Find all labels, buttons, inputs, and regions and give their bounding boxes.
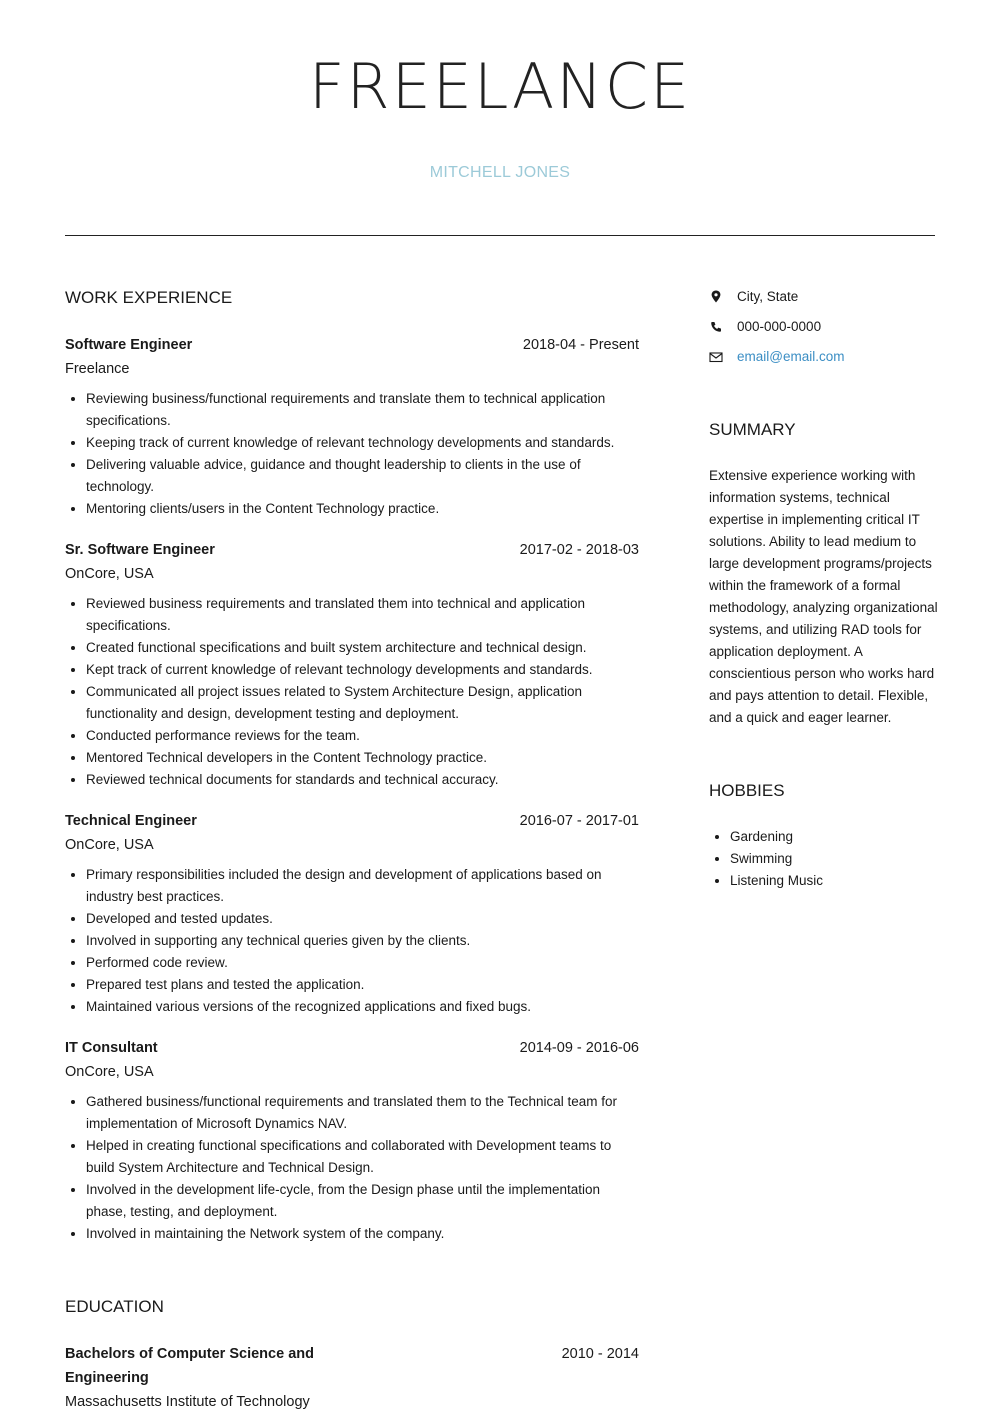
job-company: OnCore, USA	[65, 1064, 154, 1080]
list-item: • Maintained various versions of the recognized applications and fixed bugs.	[86, 996, 639, 1018]
job-date: 2017-02 - 2018-03	[519, 542, 639, 558]
degree-title: Bachelors of Computer Science and Engineering	[65, 1346, 314, 1386]
resume-title: FREELANCE	[308, 50, 692, 123]
list-item: • Involved in the development life-cycle, from the Design phase until the implementation phase, testing, and deployment.	[86, 1179, 639, 1223]
job-date: 2016-07 - 2017-01	[519, 813, 639, 829]
list-item: • Conducted performance reviews for the team.	[86, 725, 639, 747]
work-experience-heading: WORK EXPERIENCE	[65, 288, 233, 307]
list-item: • Mentored Technical developers in the Content Technology practice.	[86, 747, 639, 769]
school-name: Massachusetts Institute of Technology	[65, 1394, 310, 1410]
job-duties	[65, 864, 639, 1018]
list-item: • Gardening	[730, 826, 939, 848]
list-item: • Kept track of current knowledge of relevant technology developments and standards.	[86, 659, 639, 681]
envelope-icon	[709, 349, 723, 365]
list-item: • Developed and tested updates.	[86, 908, 639, 930]
job-duties	[65, 388, 639, 520]
list-item: • Primary responsibilities included the design and development of applications based on industry best practices.	[86, 864, 639, 908]
contact-location	[709, 286, 939, 316]
list-item: • Reviewing business/functional requirements and translate them to technical application specifications.	[86, 388, 639, 432]
list-item: • Involved in maintaining the Network system of the company.	[86, 1223, 639, 1245]
job-entry	[65, 809, 639, 1018]
job-entry	[65, 1036, 639, 1245]
list-item: • Reviewed technical documents for standards and technical accuracy.	[86, 769, 639, 791]
contact-phone	[709, 316, 939, 346]
left-column	[65, 286, 639, 1414]
list-item: • Performed code review.	[86, 952, 639, 974]
job-company: Freelance	[65, 361, 130, 377]
phone-icon	[709, 319, 723, 335]
list-item: • Prepared test plans and tested the application.	[86, 974, 639, 996]
job-title: Software Engineer	[65, 337, 193, 353]
hobbies-heading: HOBBIES	[709, 781, 785, 800]
education-date: 2010 - 2014	[561, 1346, 639, 1362]
job-company: OnCore, USA	[65, 566, 154, 582]
job-entry	[65, 333, 639, 520]
list-item: • Swimming	[730, 848, 939, 870]
job-entry	[65, 538, 639, 791]
list-item: • Involved in supporting any technical queries given by the clients.	[86, 930, 639, 952]
job-date: 2018-04 - Present	[522, 337, 639, 353]
job-title: Technical Engineer	[65, 813, 197, 829]
job-title: IT Consultant	[65, 1040, 158, 1056]
list-item: • Gathered business/functional requirements and translated them to the Technical team for implementation of Microsoft Dynamics NAV.	[86, 1091, 639, 1135]
job-company: OnCore, USA	[65, 837, 154, 853]
hobbies-list	[709, 826, 939, 892]
list-item: • Keeping track of current knowledge of relevant technology developments and standards.	[86, 432, 639, 454]
candidate-name: MITCHELL JONES	[429, 164, 571, 181]
list-item: • Mentoring clients/users in the Content Technology practice.	[86, 498, 639, 520]
list-item: • Helped in creating functional specifications and collaborated with Development teams to build System Architecture and Technical Design.	[86, 1135, 639, 1179]
job-title: Sr. Software Engineer	[65, 542, 215, 558]
location-text: City, State	[737, 289, 799, 304]
summary-text: Extensive experience working with information systems, technical expertise in implementing critical IT solutions. Ability to lead medium to large development programs/projects within the framework of a formal methodology, analyzing organizational systems, and utilizing RAD tools for application deployment. A conscientious person who works hard and pays attention to detail. Flexible, and a quick and eager learner.	[709, 468, 938, 725]
list-item: • Delivering valuable advice, guidance and thought leadership to clients in the use of technology.	[86, 454, 639, 498]
header-divider	[65, 235, 935, 236]
right-column	[709, 286, 939, 892]
email-link[interactable]: email@email.com	[737, 349, 845, 364]
contact-email	[709, 346, 939, 376]
list-item: • Created functional specifications and built system architecture and technical design.	[86, 637, 639, 659]
map-pin-icon	[709, 289, 723, 305]
phone-text: 000-000-0000	[737, 319, 822, 334]
contact-info	[709, 286, 939, 376]
job-duties	[65, 593, 639, 791]
summary-heading: SUMMARY	[709, 420, 796, 439]
list-item: • Listening Music	[730, 870, 939, 892]
education-entry	[65, 1342, 639, 1414]
list-item: • Communicated all project issues related to System Architecture Design, application functionality and design, development testing and deployment.	[86, 681, 639, 725]
job-duties	[65, 1091, 639, 1245]
education-heading: EDUCATION	[65, 1297, 164, 1316]
job-date: 2014-09 - 2016-06	[519, 1040, 639, 1056]
list-item: • Reviewed business requirements and translated them into technical and application specifications.	[86, 593, 639, 637]
